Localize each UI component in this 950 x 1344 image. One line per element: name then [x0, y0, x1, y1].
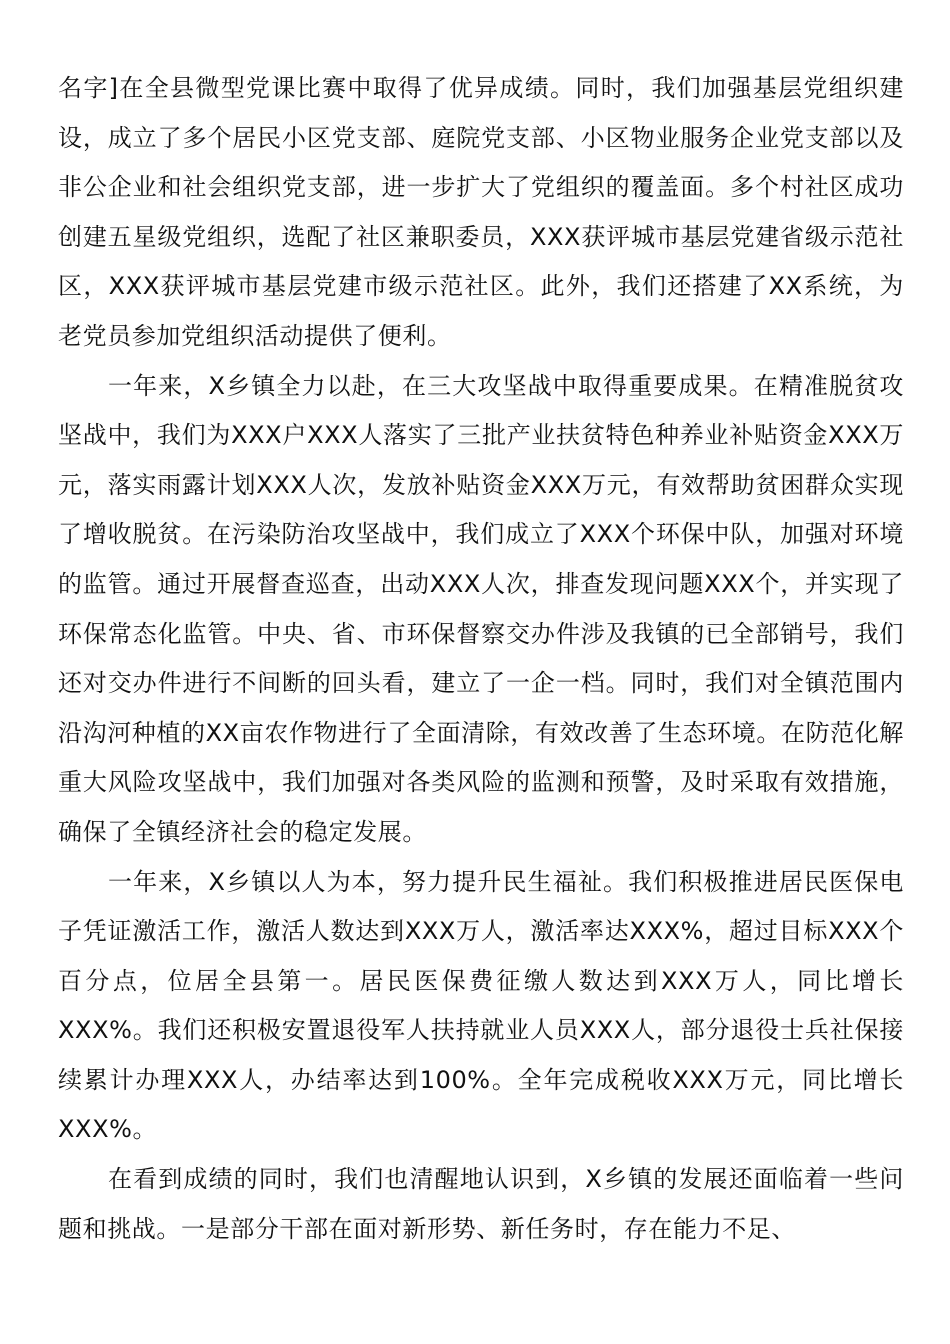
paragraph-livelihood: 一年来，X乡镇以人为本，努力提升民生福祉。我们积极推进居民医保电子凭证激活工作，激活人数达到XXX万人，激活率达XXX%，超过目标XXX个百分点，位居全县第一。居民医保费征缴人数达到XXX万人，同比增长XXX%。我们还积极安置退役军人扶持就业人员XXX人，部分退役士兵社保接续累计办理XXX人，办结率达到100%。全年完成税收XXX万元，同比增长XXX%。: [58, 867, 904, 1144]
paragraph-three-battles: 一年来，X乡镇全力以赴，在三大攻坚战中取得重要成果。在精准脱贫攻坚战中，我们为XXX户XXX人落实了三批产业扶贫特色种养业补贴资金XXX万元，落实雨露计划XXX人次，发放补贴资金XXX万元，有效帮助贫困群众实现了增收脱贫。在污染防治攻坚战中，我们成立了XXX个环保中队，加强对环境的监管。通过开展督查巡查，出动XXX人次，排查发现问题XXX个，并实现了环保常态化监管。中央、省、市环保督察交办件涉及我镇的已全部销号，我们还对交办件进行不间断的回头看，建立了一企一档。同时，我们对全镇范围内沿沟河种植的XX亩农作物进行了全面清除，有效改善了生态环境。在防范化解重大风险攻坚战中，我们加强对各类风险的监测和预警，及时采取有效措施，确保了全镇经济社会的稳定发展。: [58, 371, 904, 846]
document-body: [58, 64, 904, 1254]
paragraph-party-building: 名字]在全县微型党课比赛中取得了优异成绩。同时，我们加强基层党组织建设，成立了多个居民小区党支部、庭院党支部、小区物业服务企业党支部以及非公企业和社会组织党支部，进一步扩大了党组织的覆盖面。多个村社区成功创建五星级党组织，选配了社区兼职委员，XXX获评城市基层党建省级示范社区，XXX获评城市基层党建市级示范社区。此外，我们还搭建了XX系统，为老党员参加党组织活动提供了便利。: [58, 74, 904, 350]
paragraph-challenges: 在看到成绩的同时，我们也清醒地认识到，X乡镇的发展还面临着一些问题和挑战。一是部分干部在面对新形势、新任务时，存在能力不足、: [58, 1165, 904, 1243]
